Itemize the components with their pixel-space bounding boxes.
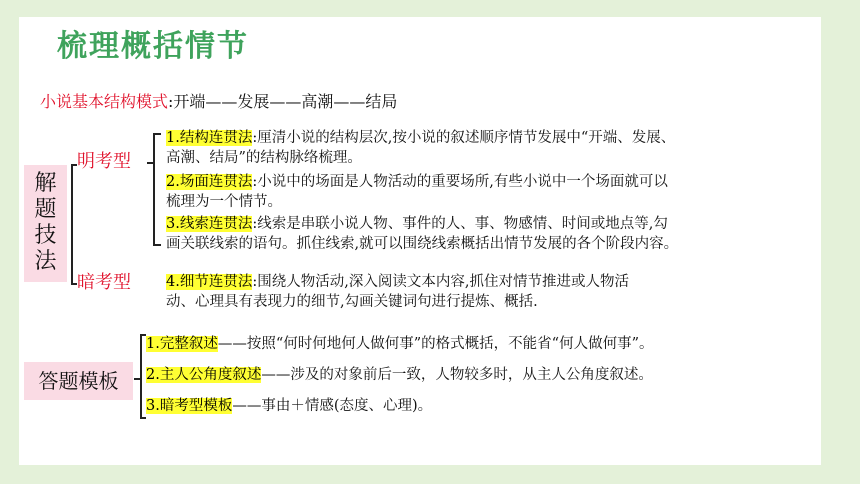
template-desc: ——事由＋情感(态度、心理)。 xyxy=(232,398,433,414)
method-label-char: 技 xyxy=(34,223,57,248)
method-desc-cont: 梳理为一个情节。 xyxy=(166,194,282,210)
method-term: 3.线索连贯法 xyxy=(166,216,253,232)
template-item xyxy=(146,396,432,416)
method-label-char: 法 xyxy=(34,249,57,274)
method-label-char: 解 xyxy=(34,171,57,196)
template-term: 2.主人公角度叙述 xyxy=(146,367,262,383)
method-desc: :线索是串联小说人物、事件的人、事、物感情、时间或地点等,勾 xyxy=(252,216,668,232)
method-item xyxy=(166,214,678,254)
template-item xyxy=(146,334,654,354)
method-desc-cont: 动、心理具有表现力的细节,勾画关键词句进行提炼、概括. xyxy=(166,294,538,310)
page-title: 梳理概括情节 xyxy=(57,29,249,64)
template-bracket-tick xyxy=(140,417,146,419)
explicit-type-label: 明考型 xyxy=(77,151,131,172)
explicit-bracket-tick xyxy=(153,244,161,246)
method-desc: :围绕人物活动,深入阅读文本内容,抓住对情节推进或人物活 xyxy=(252,274,629,290)
method-term: 1.结构连贯法 xyxy=(166,130,253,146)
explicit-bracket-line xyxy=(153,133,155,245)
template-bracket-tick xyxy=(134,378,140,380)
template-item xyxy=(146,365,653,385)
method-desc: :厘清小说的结构层次,按小说的叙述顺序情节发展中“开端、发展、 xyxy=(252,130,676,146)
method-item xyxy=(166,272,629,312)
method-term: 2.场面连贯法 xyxy=(166,174,253,190)
structure-text: :开端——发展——高潮——结局 xyxy=(168,92,398,111)
explicit-bracket-tick xyxy=(147,162,153,164)
method-label-box xyxy=(24,165,67,282)
explicit-bracket-tick xyxy=(153,133,161,135)
template-term: 1.完整叙述 xyxy=(146,336,218,352)
method-desc-cont: 高潮、结局”的结构脉络梳理。 xyxy=(166,150,362,166)
method-desc: :小说中的场面是人物活动的重要场所,有些小说中一个场面就可以 xyxy=(252,174,668,190)
structure-pattern xyxy=(40,92,397,111)
method-label-char: 题 xyxy=(34,197,57,222)
answer-template-label: 答题模板 xyxy=(24,362,133,400)
template-term: 3.暗考型模板 xyxy=(146,398,233,414)
method-desc-cont: 画关联线索的语句。抓住线索,就可以围绕线索概括出情节发展的各个阶段内容。 xyxy=(166,236,679,252)
structure-label: 小说基本结构模式 xyxy=(40,92,169,111)
method-term: 4.细节连贯法 xyxy=(166,274,253,290)
template-desc: ——涉及的对象前后一致，人物较多时，从主人公角度叙述。 xyxy=(261,367,653,383)
template-desc: ——按照“何时何地何人做何事”的格式概括，不能省“何人做何事”。 xyxy=(217,336,654,352)
method-item xyxy=(166,172,668,212)
implicit-type-label: 暗考型 xyxy=(77,272,131,293)
template-bracket-line xyxy=(140,334,142,418)
method-bracket-line xyxy=(71,164,73,284)
method-item xyxy=(166,128,675,168)
